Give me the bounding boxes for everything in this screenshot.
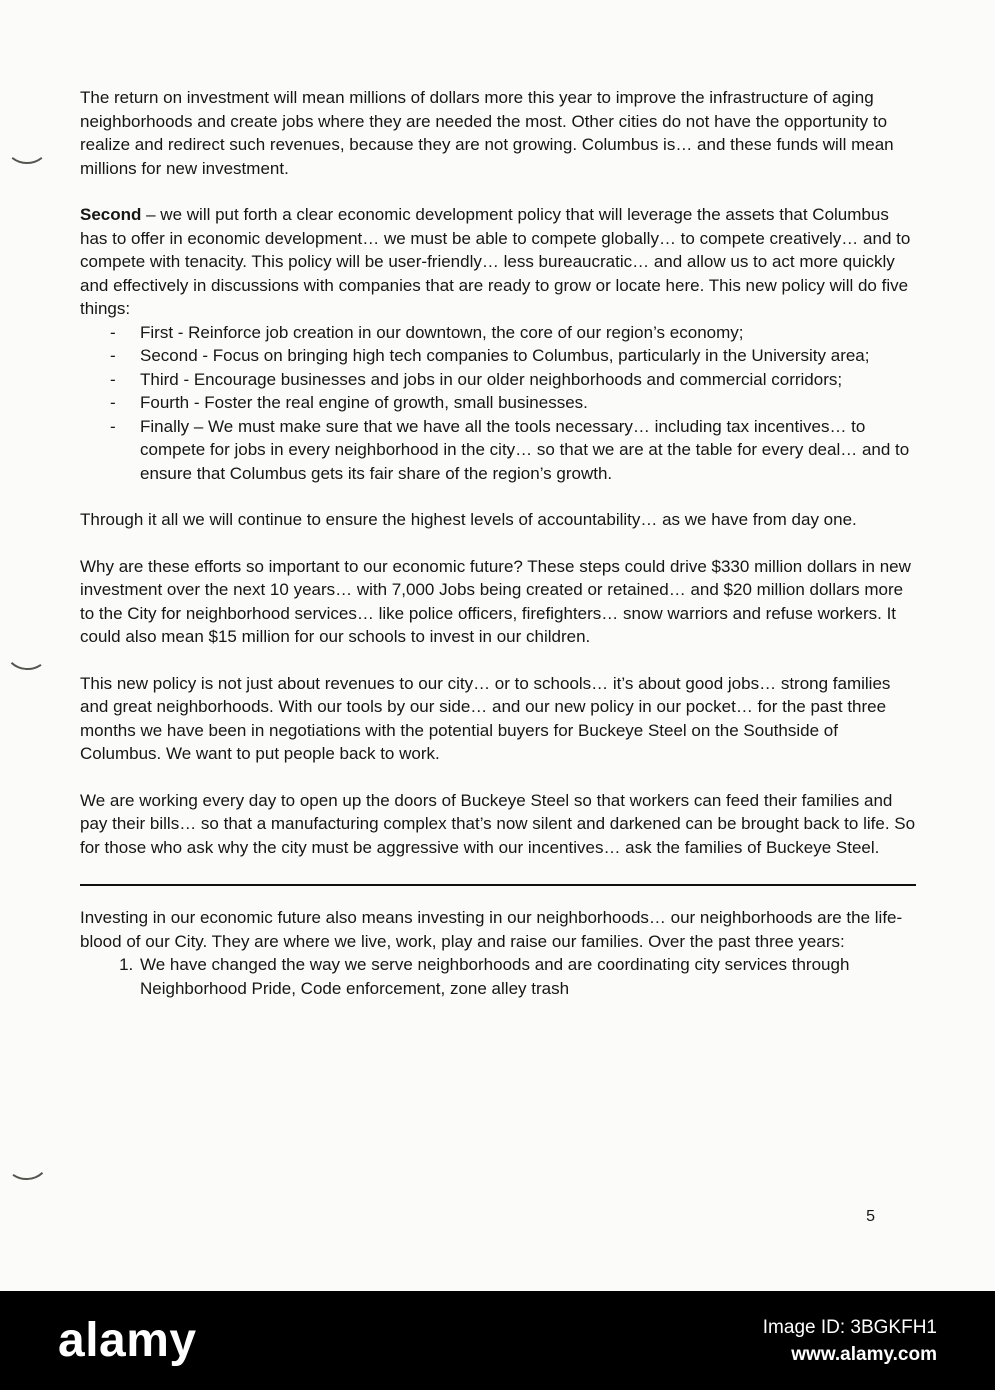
watermark-bar bbox=[0, 1291, 995, 1390]
alamy-logo: alamy bbox=[58, 1314, 197, 1367]
document-body bbox=[80, 86, 916, 1000]
paragraph-economic-future: Why are these efforts so important to our economic future? These steps could drive $330 million dollars in new investment over the next 10 years… with 7,000 Jobs being created or retained… and $20 million dollars more to the City for neighborhood services… like police officers, firefighters… snow warriors and refuse workers. It could also mean $15 million for our schools to invest in our children. bbox=[80, 556, 911, 646]
list-item: - Fourth - Foster the real engine of growth, small businesses. bbox=[110, 391, 916, 415]
list-item: - First - Reinforce job creation in our downtown, the core of our region’s economy; bbox=[110, 321, 916, 345]
list-item: - Third - Encourage businesses and jobs in our older neighborhoods and commercial corridors; bbox=[110, 368, 916, 392]
binding-mark-bottom bbox=[5, 1145, 49, 1182]
paragraph-second-policy-text: – we will put forth a clear economic development policy that will leverage the assets that Columbus has to offer in economic development… we must be able to compete globally… to compete creatively… and to compete with tenacity. This policy will be user-friendly… less bureaucratic… and allow us to act more quickly and effectively in discussions with companies that are ready to grow or locate here. This new policy will do five things: bbox=[80, 205, 911, 318]
page-number: 5 bbox=[866, 1208, 875, 1225]
list-item: - Second - Focus on bringing high tech companies to Columbus, particularly in the University area; bbox=[110, 344, 916, 368]
paragraph-second-policy bbox=[80, 203, 916, 321]
paragraph-new-policy: This new policy is not just about revenues to our city… or to schools… it’s about good jobs… strong families and great neighborhoods. With our tools by our side… and our new policy in our pocket… for the past three months we have been in negotiations with the potential buyers for Buckeye Steel on the Southside of Columbus. We want to put people back to work. bbox=[80, 673, 891, 763]
watermark-meta bbox=[763, 1314, 937, 1368]
binding-mark-middle bbox=[5, 635, 49, 672]
paragraph-investing-neighborhoods: Investing in our economic future also means investing in our neighborhoods… our neighborhoods are the life-blood of our City. They are where we live, work, play and raise our families. Over the past three years: bbox=[80, 908, 903, 951]
list-item: - Finally – We must make sure that we have all the tools necessary… including tax incentives… to compete for jobs in every neighborhood in the city… so that we are at the table for every deal… and to ensure that Columbus gets its fair share of the region’s growth. bbox=[110, 415, 916, 486]
section-divider-line bbox=[80, 884, 916, 886]
five-things-list bbox=[80, 321, 916, 486]
neighborhood-actions-list bbox=[80, 953, 916, 1000]
paragraph-lead-word: Second bbox=[80, 205, 142, 224]
watermark-url: www.alamy.com bbox=[791, 1343, 937, 1365]
list-item: 1. We have changed the way we serve neighborhoods and are coordinating city services through Neighborhood Pride, Code enforcement, zone alley trash bbox=[138, 953, 916, 1000]
binding-mark-top bbox=[6, 130, 48, 164]
watermark-image-id: Image ID: 3BGKFH1 bbox=[762, 1316, 937, 1338]
paragraph-accountability: Through it all we will continue to ensure the highest levels of accountability… as we have from day one. bbox=[80, 510, 857, 529]
paragraph-return-on-investment: The return on investment will mean millions of dollars more this year to improve the infrastructure of aging neighborhoods and create jobs where they are needed the most. Other cities do not have the opportunity to realize and redirect such revenues, because they are not growing. Columbus is… and these funds will mean millions for new investment. bbox=[80, 88, 894, 178]
paragraph-buckeye-steel: We are working every day to open up the doors of Buckeye Steel so that workers can feed their families and pay their bills… so that a manufacturing complex that’s now silent and darkened can be brought back to life. So for those who ask why the city must be aggressive with our incentives… ask the families of Buckeye Steel. bbox=[80, 790, 916, 857]
